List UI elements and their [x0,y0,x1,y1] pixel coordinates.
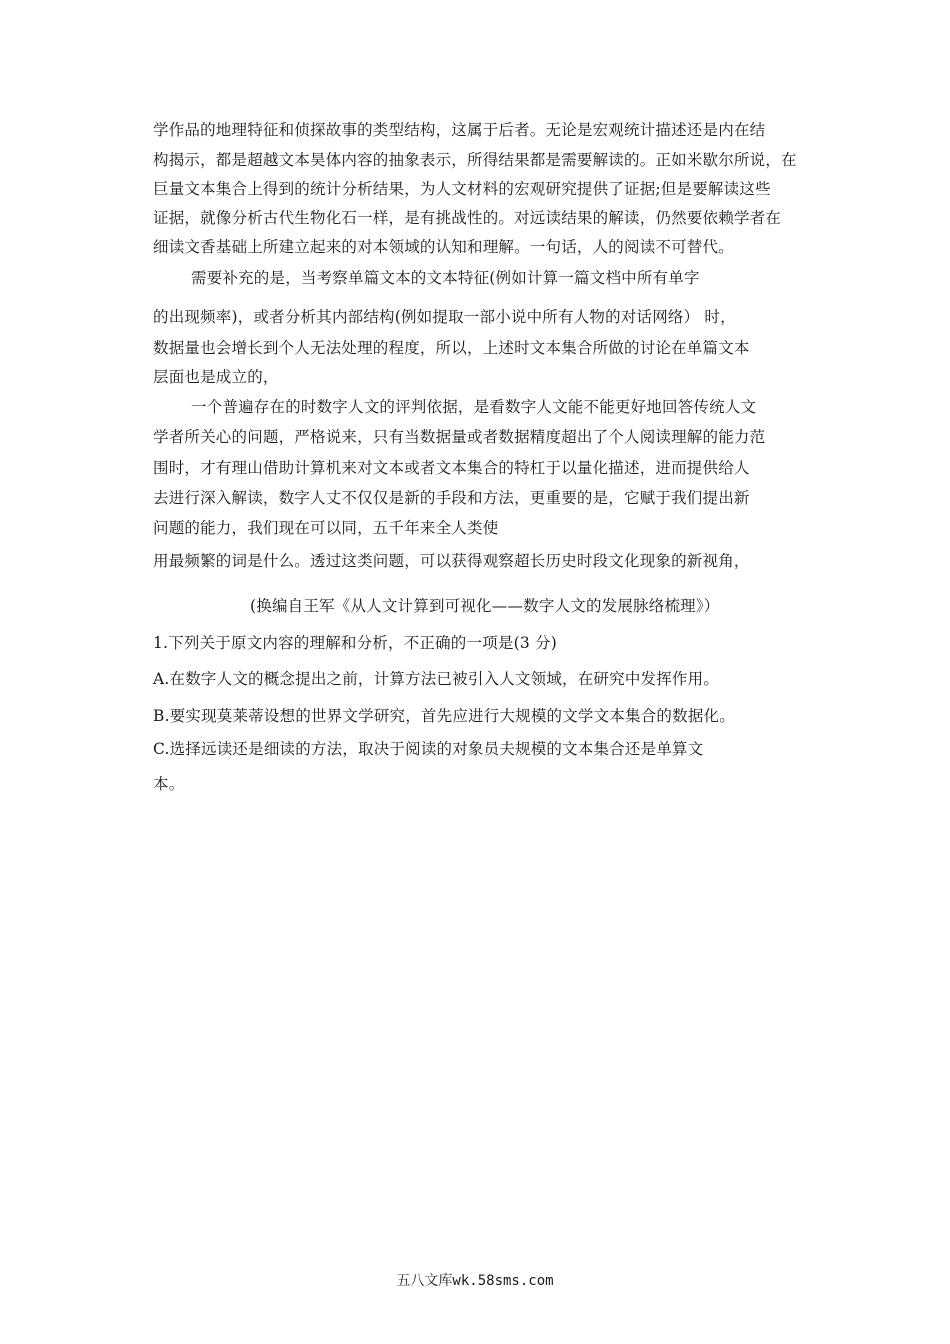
paragraph-line: 巨量文本集合上得到的统计分析结果，为人文材料的宏观研究提供了证据;但是要解读这些 [153,180,771,198]
paragraph-line: 去进行深入解读，数字人丈不仅仅是新的手段和方法，更重要的是，它赋于我们提出新 [153,489,750,507]
paragraph-line: 的出现频率)，或者分析其内部结构(例如提取一部小说中所有人物的对话网络） 时， [153,308,736,326]
question-stem: 1.下列关于原文内容的理解和分析，不正确的一项是(3 分) [153,634,557,652]
footer-watermark: 五八文库wk.58sms.com [396,1273,554,1289]
paragraph-line: 围时，才有理山借助计算机来对文本或者文本集合的特杠于以量化描述，进而提供给人 [153,459,750,477]
source-citation: (换编自王军《从人文计算到可视化——数字人文的发展脉络梳理》） [250,597,720,615]
paragraph-line: 一个普遍存在的时数字人文的评判依据，是看数字人文能不能更好地回答传统人文 [191,398,757,416]
paragraph-line: 构揭示，都是超越文本昊体内容的抽象表示，所得结果都是需要解读的。正如米歇尔所说，在 [153,151,797,169]
paragraph-line: 问题的能力，我们现在可以同，五千年来全人类使 [153,519,499,537]
answer-option-b: B.要实现莫莱蒂设想的世界文学研究，首先应进行大规模的文学文本集合的数据化。 [153,707,735,725]
paragraph-line: 层面也是成立的， [153,368,279,386]
answer-option-c: C.选择远读还是细读的方法，取决于阅读的对象员夫规模的文本集合还是单算文 [153,740,704,758]
answer-option-c-continued: 本。 [153,775,185,793]
paragraph-line: 细读文香基础上所建立起来的对本领域的认知和理解。一句话，人的阅读不可替代。 [153,238,734,256]
answer-option-a: A.在数字人文的概念提出之前，计算方法已被引入人文领域，在研究中发挥作用。 [153,670,720,688]
paragraph-line: 学作品的地理特征和侦探故事的类型结构，这属于后者。无论是宏观统计描述还是内在结 [153,121,766,139]
paragraph-line: 用最频繁的词是什么。透过这类问题，可以获得观察超长历史时段文化现象的新视角， [153,552,750,570]
paragraph-line: 数据量也会增长到个人无法处理的程度，所以，上述时文本集合所做的讨论在单篇文本 [153,339,750,357]
paragraph-line: 学者所关心的问题，严格说来，只有当数据量或者数据精度超出了个人阅读理解的能力范 [153,428,766,446]
paragraph-line: 需要补充的是，当考察单篇文本的文本特征(例如计算一篇文档中所有单字 [191,269,700,287]
paragraph-line: 证据，就像分析古代生物化石一样，是有挑战性的。对远读结果的解读，仍然要依赖学者在 [153,209,782,227]
